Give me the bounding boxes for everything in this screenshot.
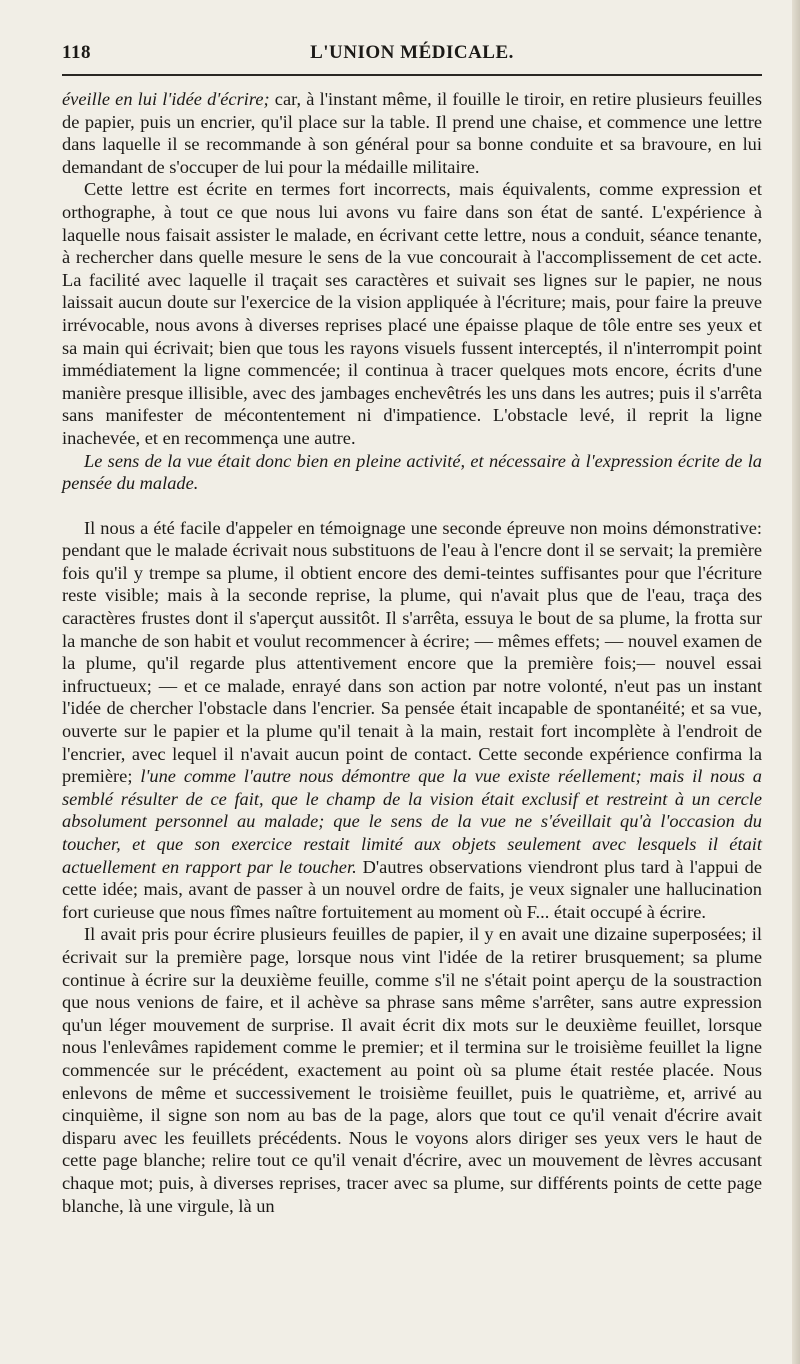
text-run: Il avait pris pour écrire plusieurs feuilles de papier, il y en avait une dizaine superposées; il écrivait sur la première page, lorsque nous vint l'idée de la retirer brusquement; sa plume continue à écrire sur la deuxième feuille, comme s'il ne s'était point aperçu de la soustraction que nous venions de faire, et il achève sa phrase sans même s'arrêter, sans autre expression qu'un léger mouvement de surprise. Il avait écrit dix mots sur le deuxième feuillet, lorsque nous l'enlevâmes rapidement comme le premier; et il termina sur le troisième feuillet la ligne commencée sur le précédent, exactement au point où sa plume était restée placée. Nous enlevons de même et successivement le troisième feuillet, puis le quatrième, et, arrivé au cinquième, il signe son nom au bas de la page, alors que tout ce qu'il venait d'écrire avait disparu avec les feuillets précédents. Nous le voyons alors diriger ses yeux vers le haut de cette page blanche; relire tout ce qu'il venait d'écrire, avec un mouvement de lèvres accusant chaque mot; puis, à diverses reprises, tracer avec sa plume, sur différents points de cette page blanche, là une virgule, là un xyxy=(62,924,762,1216)
body-text xyxy=(62,88,762,1217)
header-rule xyxy=(62,74,762,76)
paragraph-1 xyxy=(62,88,762,178)
text-run: Il nous a été facile d'appeler en témoignage une seconde épreuve non moins démonstrative: pendant que le malade écrivait nous substituons de l'eau à l'encre dont il se servait; la première fois qu'il y trempe sa plume, il obtient encore des demi-teintes suffisantes pour que l'écriture reste visible; mais à la seconde reprise, la plume, qui n'avait plus que de l'eau, traça des caractères frustes dont il s'aperçut aussitôt. Il s'arrêta, essuya le bout de sa plume, la frotta sur la manche de son habit et voulut recommencer à écrire; — mêmes effets; — nouvel examen de la plume, qu'il regarde plus attentivement encore que la première fois;— nouvel essai infructueux; — et ce malade, enrayé dans son action par notre volonté, n'eut pas un instant l'idée de chercher l'obstacle dans l'encrier. Sa pensée était incapable de spontanéité; et sa vue, ouverte sur le papier et la plume qu'il tenait à la main, restait fort incomplète à l'endroit de l'encrier, avec lequel il n'avait aucun point de contact. Cette seconde expérience confirma la première; xyxy=(62,517,762,787)
paragraph-2 xyxy=(62,178,762,449)
paragraph-4 xyxy=(62,517,762,924)
text-run: D'autres observations viendront plus tard à l'appui de cette idée; mais, avant de passer à un nouvel ordre de faits, je veux signaler une hallucination fort curieuse que nous fîmes naître fortuitement au moment où F... était occupé à écrire. xyxy=(62,856,763,922)
page-edge xyxy=(792,0,800,1364)
paragraph-3 xyxy=(62,450,762,495)
italic-text: l'une comme l'autre nous démontre que la vue existe réellement; mais il nous a semblé résulter de ce fait, que le champ de la vision était exclusif et restreint à un cercle absolument personnel au malade; que le sens de la vue ne s'éveillait qu'à l'occasion du toucher, et que son exercice restait limité aux objets seulement avec lesquels il était actuellement en rapport par le toucher. xyxy=(62,766,762,877)
italic-text: Le sens de la vue était donc bien en pleine activité, et nécessaire à l'expression écrite de la pensée du malade. xyxy=(62,450,762,494)
running-title: L'UNION MÉDICALE. xyxy=(310,42,514,63)
paragraph-5 xyxy=(62,923,762,1217)
page-number: 118 xyxy=(62,42,91,63)
text-run: Cette lettre est écrite en termes fort incorrects, mais équivalents, comme expression et orthographe, à tout ce que nous lui avons vu faire dans son état de santé. L'expérience à laquelle nous faisait assister le malade, en écrivant cette lettre, nous a conduit, séance tenante, à rechercher dans quelle mesure le sens de la vue concourait à l'accomplissement de cet acte. La facilité avec laquelle il traçait ses caractères et suivait ses lignes sur le papier, ne nous laissait aucun doute sur l'exercice de la vision appliquée à l'écriture; mais, pour faire la preuve irrévocable, nous avons à diverses reprises placé une épaisse plaque de tôle entre ses yeux et sa main qui écrivait; bien que tous les rayons visuels fussent interceptés, il n'interrompit point immédiatement la ligne commencée; il continua à tracer quelques mots encore, écrits d'une manière presque illisible, avec des jambages enchevêtrés les uns dans les autres; puis il s'arrêta sans manifester de mécontentement ni d'impatience. L'obstacle levé, il reprit la ligne inachevée, et en recommença une autre. xyxy=(62,179,762,448)
italic-text: éveille en lui l'idée d'écrire; xyxy=(62,89,270,109)
text-run: car, à l'instant même, il fouille le tiroir, en retire plusieurs feuilles de papier, puis un encrier, qu'il place sur la table. Il prend une chaise, et commence une lettre dans laquelle il se recommande à son général pour sa bonne conduite et sa bravoure, en lui demandant de s'occuper de lui pour la médaille militaire. xyxy=(62,89,762,177)
page-header xyxy=(62,40,762,70)
